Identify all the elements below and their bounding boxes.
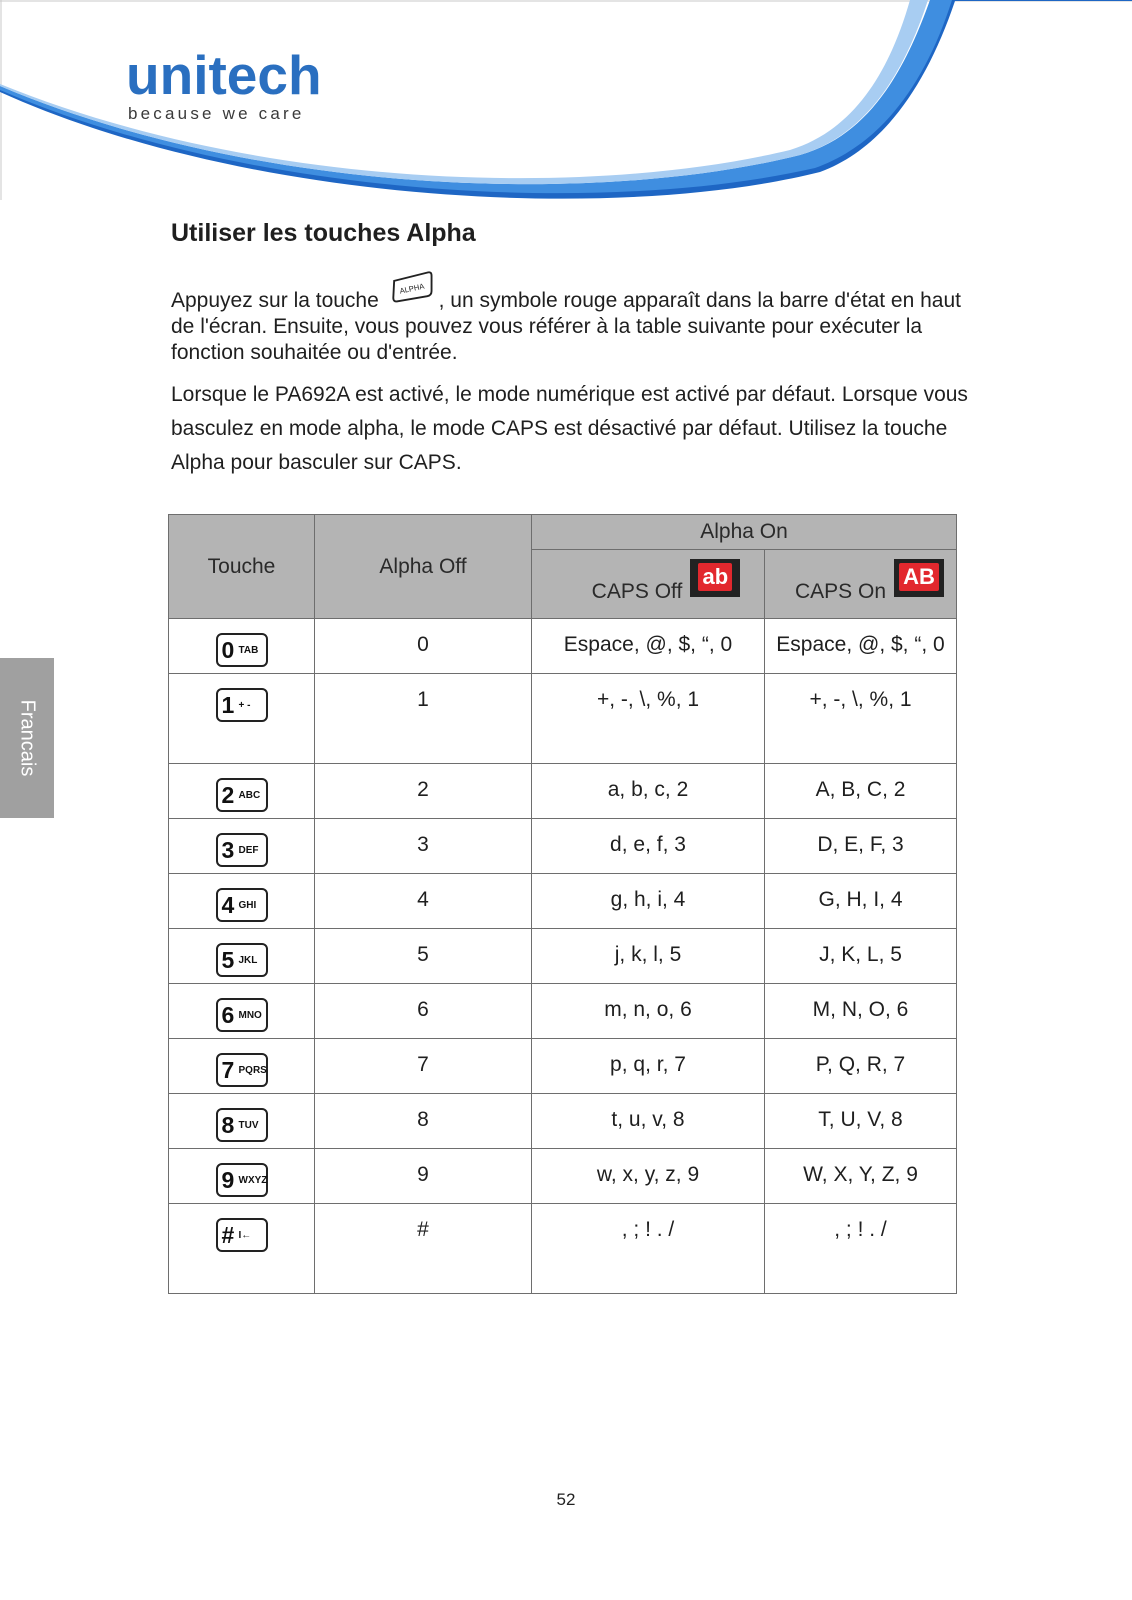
caps-off-badge-text: ab: [698, 563, 732, 591]
caps-on-cell: J, K, L, 5: [765, 929, 957, 984]
table-row: [169, 984, 957, 1039]
key-cell: [169, 929, 315, 984]
table-row: [169, 1094, 957, 1149]
alpha-off-cell: 1: [315, 674, 532, 764]
language-side-tab: [0, 658, 54, 818]
caps-on-cell: D, E, F, 3: [765, 819, 957, 874]
alpha-off-cell: 7: [315, 1039, 532, 1094]
key-digit: 9: [221, 1167, 235, 1193]
keypad-key-icon: [216, 1108, 268, 1142]
key-letters: GHI: [238, 900, 257, 911]
keypad-key-icon: [216, 633, 268, 667]
keypad-key-icon: [216, 833, 268, 867]
header-alpha-off: Alpha Off: [315, 515, 532, 619]
key-cell: [169, 619, 315, 674]
keypad-key-icon: [216, 1218, 268, 1252]
key-letters: MNO: [238, 1010, 262, 1021]
key-digit: 7: [221, 1057, 235, 1083]
key-digit: 4: [221, 892, 235, 918]
table-row: [169, 929, 957, 984]
brand-name: unitech: [126, 44, 322, 106]
caps-off-cell: d, e, f, 3: [532, 819, 765, 874]
key-cell: [169, 984, 315, 1039]
header-key: Touche: [169, 515, 315, 619]
caps-off-cell: t, u, v, 8: [532, 1094, 765, 1149]
caps-off-cell: , ; ! . /: [532, 1204, 765, 1294]
table-row: [169, 874, 957, 929]
key-letters: WXYZ: [238, 1175, 268, 1186]
key-letters: + -: [238, 700, 251, 711]
key-digit: 3: [221, 837, 235, 863]
caps-off-cell: g, h, i, 4: [532, 874, 765, 929]
key-cell: [169, 819, 315, 874]
table-row: [169, 764, 957, 819]
header-caps-off: [532, 550, 765, 619]
caps-on-cell: , ; ! . /: [765, 1204, 957, 1294]
caps-off-label: CAPS Off: [591, 579, 683, 603]
keypad-key-icon: [216, 943, 268, 977]
alpha-off-cell: 4: [315, 874, 532, 929]
table-row: [169, 819, 957, 874]
alpha-key-label: ALPHA: [398, 281, 425, 296]
keypad-key-icon: [216, 778, 268, 812]
alpha-off-cell: 2: [315, 764, 532, 819]
header-alpha-on: Alpha On: [532, 515, 957, 550]
intro-text-before-key: Appuyez sur la touche: [171, 289, 379, 312]
uppercase-ab-icon: [894, 559, 944, 597]
key-letters: JKL: [238, 955, 258, 966]
table-row: [169, 1149, 957, 1204]
intro-text-after-key: , un symbole rouge apparaît dans la barre d'état en haut de l'écran. Ensuite, vous pouvez vous référer à la table suivante pour exécuter la fonction souhaitée ou d'entrée.: [171, 289, 961, 364]
key-digit: 0: [221, 637, 235, 663]
page-number: 52: [556, 1490, 576, 1509]
caps-on-cell: G, H, I, 4: [765, 874, 957, 929]
header-caps-on: [765, 550, 957, 619]
caps-on-cell: +, -, \, %, 1: [765, 674, 957, 764]
alpha-off-cell: 9: [315, 1149, 532, 1204]
key-cell: [169, 874, 315, 929]
key-letters: TUV: [238, 1120, 259, 1131]
page-title: Utiliser les touches Alpha: [171, 219, 476, 247]
intro-paragraph: [171, 277, 971, 366]
key-cell: [169, 1204, 315, 1294]
caps-on-label: CAPS On: [794, 579, 887, 603]
alpha-off-cell: 3: [315, 819, 532, 874]
key-letters: PQRS: [238, 1065, 267, 1076]
key-letters: TAB: [238, 645, 259, 656]
key-cell: [169, 764, 315, 819]
keypad-key-icon: [216, 1163, 268, 1197]
key-letters: I←: [238, 1230, 252, 1241]
key-digit: 2: [221, 782, 235, 808]
keypad-key-icon: [216, 688, 268, 722]
brand-logo: [126, 44, 322, 124]
key-digit: #: [221, 1222, 235, 1248]
key-letters: ABC: [238, 790, 261, 801]
table-row: [169, 1039, 957, 1094]
table-row: [169, 619, 957, 674]
caps-off-cell: m, n, o, 6: [532, 984, 765, 1039]
caps-on-cell: Espace, @, $, “, 0: [765, 619, 957, 674]
caps-off-cell: Espace, @, $, “, 0: [532, 619, 765, 674]
caps-off-cell: a, b, c, 2: [532, 764, 765, 819]
keypad-key-icon: [216, 998, 268, 1032]
keypad-key-icon: [216, 1053, 268, 1087]
key-digit: 1: [221, 692, 235, 718]
keypad-key-icon: [216, 888, 268, 922]
alpha-off-cell: 0: [315, 619, 532, 674]
alpha-off-cell: #: [315, 1204, 532, 1294]
key-cell: [169, 1149, 315, 1204]
key-digit: 6: [221, 1002, 235, 1028]
table-row: [169, 674, 957, 764]
alpha-off-cell: 8: [315, 1094, 532, 1149]
key-digit: 8: [221, 1112, 235, 1138]
caps-off-cell: w, x, y, z, 9: [532, 1149, 765, 1204]
caps-on-cell: W, X, Y, Z, 9: [765, 1149, 957, 1204]
key-cell: [169, 1094, 315, 1149]
note-paragraph: Lorsque le PA692A est activé, le mode numérique est activé par défaut. Lorsque vous basculez en mode alpha, le mode CAPS est désactivé par défaut. Utilisez la touche Alpha pour basculer sur CAPS.: [171, 383, 968, 474]
brand-tagline: because we care: [128, 104, 305, 123]
caps-off-cell: p, q, r, 7: [532, 1039, 765, 1094]
caps-off-cell: +, -, \, %, 1: [532, 674, 765, 764]
key-letters: DEF: [238, 845, 259, 856]
caps-on-cell: M, N, O, 6: [765, 984, 957, 1039]
alpha-key-table: [168, 514, 957, 1294]
caps-on-cell: P, Q, R, 7: [765, 1039, 957, 1094]
table-row: [169, 1204, 957, 1294]
caps-on-cell: T, U, V, 8: [765, 1094, 957, 1149]
caps-on-badge-text: AB: [899, 563, 939, 591]
alpha-off-cell: 6: [315, 984, 532, 1039]
key-digit: 5: [221, 947, 235, 973]
alpha-key-icon: [387, 269, 437, 303]
caps-on-cell: A, B, C, 2: [765, 764, 957, 819]
key-cell: [169, 674, 315, 764]
lowercase-ab-icon: [690, 559, 740, 597]
language-label: Francais: [16, 699, 39, 777]
key-cell: [169, 1039, 315, 1094]
alpha-off-cell: 5: [315, 929, 532, 984]
caps-off-cell: j, k, l, 5: [532, 929, 765, 984]
